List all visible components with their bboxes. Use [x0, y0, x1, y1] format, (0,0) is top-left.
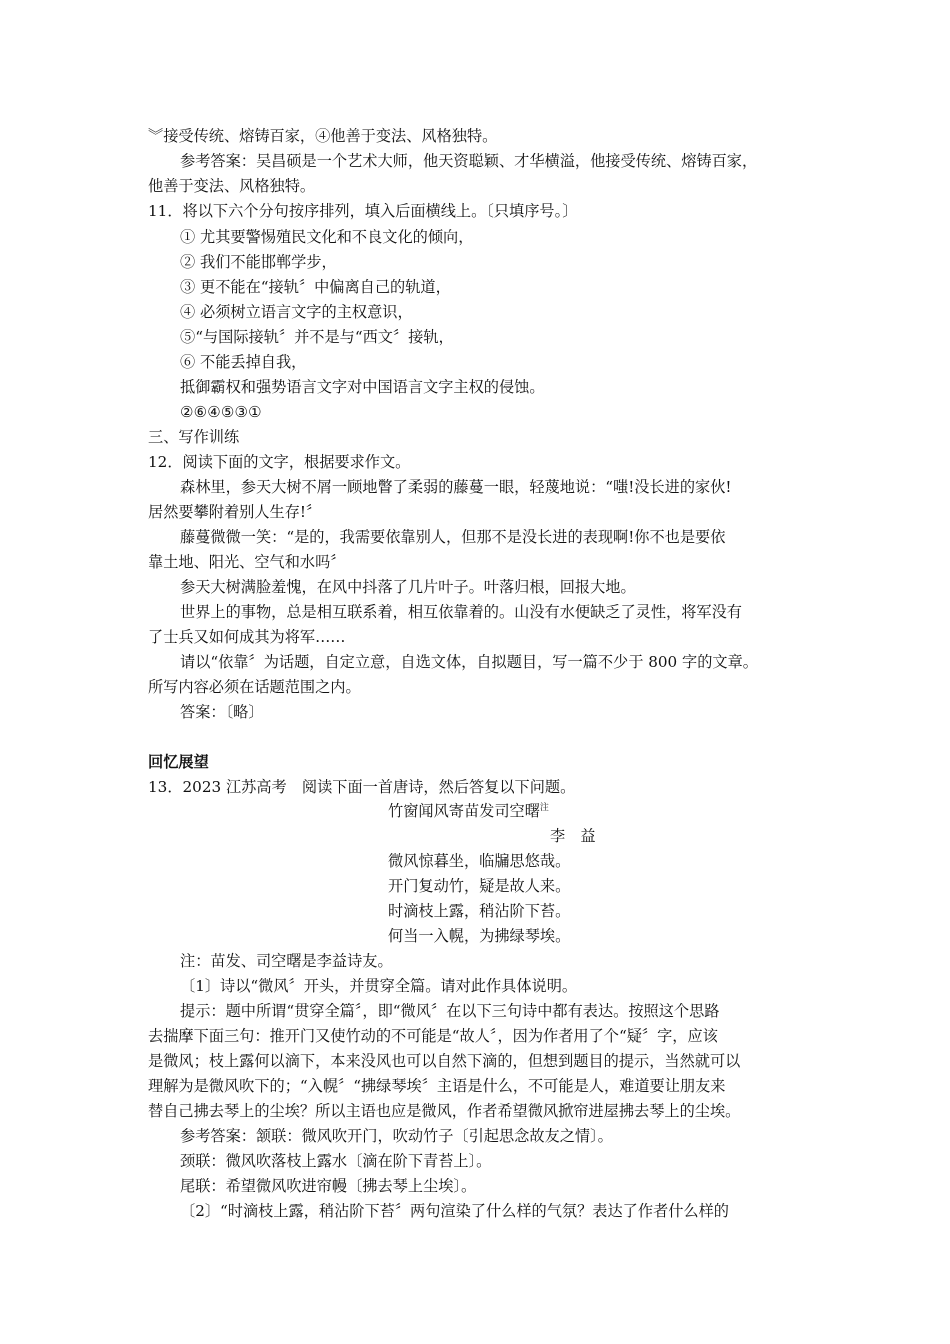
sub-question-2: 〔2〕“时滴枝上露，稍沾阶下苔〞两句渲染了什么样的气氛？表达了作者什么样的: [180, 1202, 729, 1220]
question-13: 13．2023 江苏高考 阅读下面一首唐诗，然后答复以下问题。: [148, 778, 576, 796]
question-12: 12．阅读下面的文字，根据要求作文。: [148, 453, 411, 471]
question-11: 11．将以下六个分句按序排列，填入后面横线上。〔只填序号。〕: [148, 202, 578, 220]
passage-line: 藤蔓微微一笑：“是的，我需要依靠别人，但那不是没长进的表现啊!你不也是要依: [180, 528, 726, 546]
answer-line: 颈联：微风吹落枝上露水〔滴在阶下青苔上〕。: [180, 1152, 492, 1170]
answer-line: 参考答案：吴昌硕是一个艺术大师，他天资聪颖、才华横溢，他接受传统、熔铸百家，: [180, 152, 758, 170]
passage-line: 了士兵又如何成其为将军……: [148, 628, 346, 646]
passage-line: 靠土地、阳光、空气和水吗〞: [148, 553, 346, 571]
poem-title-text: 竹窗闻风寄苗发司空曙: [388, 802, 540, 820]
prompt-line: 请以“依靠〞为话题，自定立意，自选文体，自拟题目，写一篇不少于 800 字的文章。: [180, 653, 758, 671]
hint-line: 去揣摩下面三句：推开门又使竹动的不可能是“故人〞，因为作者用了个“疑〞字，应该: [148, 1027, 718, 1045]
hint-line: 理解为是微风吹下的；“入幌〞“拂绿琴埃〞主语是什么，不可能是人，难道要让朋友来: [148, 1077, 726, 1095]
answer-line: 答案：〔略〕: [180, 703, 264, 721]
poem-line: 微风惊暮坐，临牖思悠哉。: [388, 852, 571, 870]
poem-title: [388, 801, 549, 821]
answer-line: 尾联：希望微风吹进帘幔〔拂去琴上尘埃〕。: [180, 1177, 477, 1195]
poem-line: 开门复动竹，疑是故人来。: [388, 877, 571, 895]
clause-6: ⑥ 不能丢掉自我，: [180, 353, 307, 371]
passage-line: 森林里，参天大树不屑一顾地瞥了柔弱的藤蔓一眼，轻蔑地说：“嗤!没长进的家伙!: [180, 478, 732, 496]
hint-line: 提示：题中所谓“贯穿全篇〞，即“微风〞在以下三句诗中都有表达。按照这个思路: [180, 1002, 720, 1020]
answer-sequence: ②⑥④⑤③①: [180, 403, 262, 421]
poem-note: 注：苗发、司空曙是李益诗友。: [180, 952, 393, 970]
clause-1: ① 尤其要警惕殖民文化和不良文化的倾向，: [180, 228, 474, 246]
clause-3: ③ 更不能在“接轨〞中偏离自己的轨道，: [180, 278, 451, 296]
sub-question-1: 〔1〕诗以“微风〞开头，并贯穿全篇。请对此作具体说明。: [180, 977, 578, 995]
passage-line: 居然要攀附着别人生存!〞: [148, 503, 322, 521]
prompt-line: 所写内容必须在话题范围之内。: [148, 678, 361, 696]
poem-author: 李 益: [550, 827, 596, 845]
hint-line: 是微风；枝上露何以滴下，本来没风也可以自然下滴的，但想到题目的提示，当然就可以: [148, 1052, 741, 1070]
clause-5: ⑤“与国际接轨〞并不是与“西文〞接轨，: [180, 328, 454, 346]
section-heading: 三、写作训练: [148, 428, 240, 446]
poem-line: 何当一入幌，为拂绿琴埃。: [388, 927, 571, 945]
answer-line: 参考答案：颔联：微风吹开门，吹动竹子〔引起思念故友之情〕。: [180, 1127, 613, 1145]
passage-line: 世界上的事物，总是相互联系着，相互依靠着的。山没有水便缺乏了灵性，将军没有: [180, 603, 742, 621]
clause-2: ② 我们不能邯郸学步，: [180, 253, 337, 271]
section-title: 回忆展望: [148, 753, 209, 771]
hint-line: 替自己拂去琴上的尘埃？所以主语也应是微风，作者希望微风掀帘进屋拂去琴上的尘埃。: [148, 1102, 741, 1120]
passage-line: 参天大树满脸羞愧，在风中抖落了几片叶子。叶落归根，回报大地。: [180, 578, 636, 596]
footnote-mark: 注: [539, 802, 549, 813]
text-line: 抵御霸权和强势语言文字对中国语言文字主权的侵蚀。: [180, 378, 545, 396]
answer-line: 他善于变法、风格独特。: [148, 177, 316, 195]
clause-4: ④ 必须树立语言文字的主权意识，: [180, 303, 413, 321]
text-line: ︾接受传统、熔铸百家，④他善于变法、风格独特。: [148, 127, 498, 145]
poem-line: 时滴枝上露，稍沾阶下苔。: [388, 902, 571, 920]
